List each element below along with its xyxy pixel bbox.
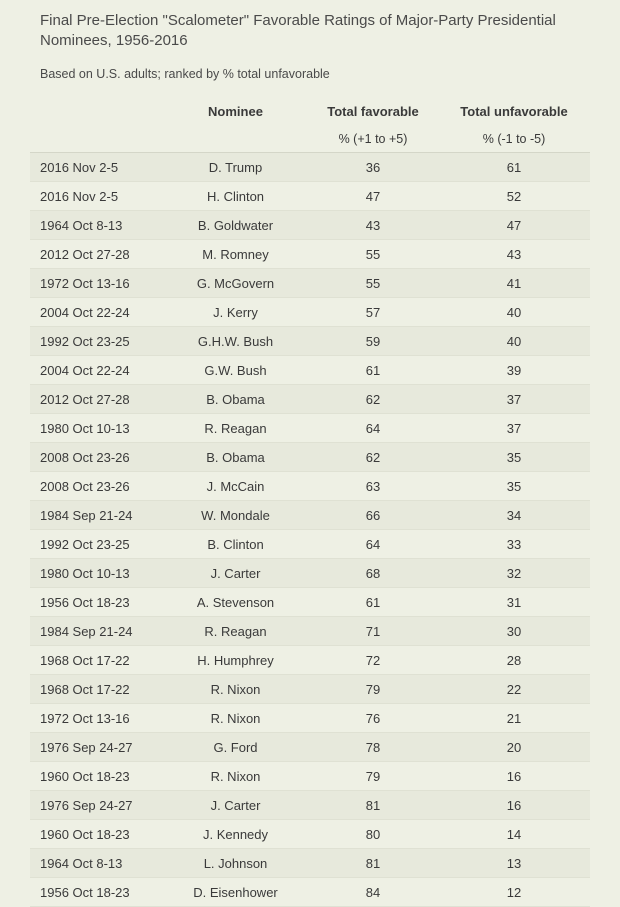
unfavorable-cell: 61 bbox=[438, 153, 590, 182]
table-row bbox=[30, 501, 590, 530]
table-row bbox=[30, 269, 590, 298]
unfavorable-cell: 14 bbox=[438, 820, 590, 849]
table-row bbox=[30, 443, 590, 472]
favorable-cell: 55 bbox=[308, 240, 438, 269]
favorable-cell: 43 bbox=[308, 211, 438, 240]
date-cell: 1976 Sep 24-27 bbox=[30, 791, 163, 820]
favorable-cell: 61 bbox=[308, 356, 438, 385]
unfavorable-cell: 22 bbox=[438, 675, 590, 704]
table-row bbox=[30, 356, 590, 385]
table-row bbox=[30, 327, 590, 356]
date-cell: 2016 Nov 2-5 bbox=[30, 153, 163, 182]
table-row bbox=[30, 530, 590, 559]
date-cell: 1960 Oct 18-23 bbox=[30, 762, 163, 791]
favorable-cell: 55 bbox=[308, 269, 438, 298]
subheader-date bbox=[30, 125, 163, 153]
favorable-cell: 47 bbox=[308, 182, 438, 211]
table-row bbox=[30, 791, 590, 820]
nominee-cell: R. Nixon bbox=[163, 704, 308, 733]
table-row bbox=[30, 182, 590, 211]
nominee-cell: B. Obama bbox=[163, 443, 308, 472]
subheader-unfavorable: % (-1 to -5) bbox=[438, 125, 590, 153]
header-unfavorable: Total unfavorable bbox=[460, 104, 568, 119]
date-cell: 1964 Oct 8-13 bbox=[30, 211, 163, 240]
unfavorable-cell: 35 bbox=[438, 443, 590, 472]
nominee-cell: M. Romney bbox=[163, 240, 308, 269]
table-row bbox=[30, 849, 590, 878]
date-cell: 1992 Oct 23-25 bbox=[30, 327, 163, 356]
nominee-cell: H. Clinton bbox=[163, 182, 308, 211]
table-body bbox=[30, 153, 590, 907]
date-cell: 2008 Oct 23-26 bbox=[30, 443, 163, 472]
table-row bbox=[30, 675, 590, 704]
nominee-cell: A. Stevenson bbox=[163, 588, 308, 617]
table-row bbox=[30, 414, 590, 443]
unfavorable-cell: 41 bbox=[438, 269, 590, 298]
header-nominee: Nominee bbox=[208, 104, 263, 119]
unfavorable-cell: 47 bbox=[438, 211, 590, 240]
nominee-cell: G.H.W. Bush bbox=[163, 327, 308, 356]
subheader-row bbox=[30, 125, 590, 153]
unfavorable-cell: 28 bbox=[438, 646, 590, 675]
table-row bbox=[30, 646, 590, 675]
favorable-cell: 36 bbox=[308, 153, 438, 182]
table-row bbox=[30, 153, 590, 182]
nominee-cell: B. Clinton bbox=[163, 530, 308, 559]
favorable-cell: 80 bbox=[308, 820, 438, 849]
unfavorable-cell: 40 bbox=[438, 327, 590, 356]
date-cell: 1992 Oct 23-25 bbox=[30, 530, 163, 559]
nominee-cell: G.W. Bush bbox=[163, 356, 308, 385]
date-cell: 1972 Oct 13-16 bbox=[30, 704, 163, 733]
nominee-cell: J. McCain bbox=[163, 472, 308, 501]
favorable-cell: 79 bbox=[308, 675, 438, 704]
nominee-cell: H. Humphrey bbox=[163, 646, 308, 675]
unfavorable-cell: 34 bbox=[438, 501, 590, 530]
favorable-cell: 59 bbox=[308, 327, 438, 356]
date-cell: 1984 Sep 21-24 bbox=[30, 501, 163, 530]
nominee-cell: R. Nixon bbox=[163, 762, 308, 791]
nominee-cell: J. Carter bbox=[163, 559, 308, 588]
date-cell: 1960 Oct 18-23 bbox=[30, 820, 163, 849]
table-row bbox=[30, 617, 590, 646]
table-row bbox=[30, 762, 590, 791]
unfavorable-cell: 33 bbox=[438, 530, 590, 559]
table-row bbox=[30, 559, 590, 588]
subheader-nominee bbox=[163, 125, 308, 153]
unfavorable-cell: 43 bbox=[438, 240, 590, 269]
date-cell: 1980 Oct 10-13 bbox=[30, 559, 163, 588]
nominee-cell: J. Carter bbox=[163, 791, 308, 820]
favorable-cell: 84 bbox=[308, 878, 438, 907]
nominee-cell: G. Ford bbox=[163, 733, 308, 762]
favorable-cell: 63 bbox=[308, 472, 438, 501]
unfavorable-cell: 21 bbox=[438, 704, 590, 733]
favorable-cell: 64 bbox=[308, 414, 438, 443]
favorable-cell: 64 bbox=[308, 530, 438, 559]
table-row bbox=[30, 240, 590, 269]
date-cell: 2004 Oct 22-24 bbox=[30, 298, 163, 327]
favorable-cell: 62 bbox=[308, 385, 438, 414]
date-cell: 2012 Oct 27-28 bbox=[30, 385, 163, 414]
unfavorable-cell: 52 bbox=[438, 182, 590, 211]
nominee-cell: L. Johnson bbox=[163, 849, 308, 878]
subheader-favorable: % (+1 to +5) bbox=[308, 125, 438, 153]
nominee-cell: B. Goldwater bbox=[163, 211, 308, 240]
unfavorable-cell: 12 bbox=[438, 878, 590, 907]
unfavorable-cell: 16 bbox=[438, 791, 590, 820]
unfavorable-cell: 20 bbox=[438, 733, 590, 762]
favorable-cell: 72 bbox=[308, 646, 438, 675]
date-cell: 1984 Sep 21-24 bbox=[30, 617, 163, 646]
nominee-cell: R. Reagan bbox=[163, 617, 308, 646]
favorable-cell: 57 bbox=[308, 298, 438, 327]
table-row bbox=[30, 704, 590, 733]
nominee-cell: R. Reagan bbox=[163, 414, 308, 443]
nominee-cell: W. Mondale bbox=[163, 501, 308, 530]
nominee-cell: D. Trump bbox=[163, 153, 308, 182]
ratings-table bbox=[30, 98, 590, 907]
date-cell: 1980 Oct 10-13 bbox=[30, 414, 163, 443]
table-row bbox=[30, 820, 590, 849]
favorable-cell: 78 bbox=[308, 733, 438, 762]
header-row bbox=[30, 98, 590, 125]
nominee-cell: G. McGovern bbox=[163, 269, 308, 298]
date-cell: 1968 Oct 17-22 bbox=[30, 646, 163, 675]
chart-title: Final Pre-Election "Scalometer" Favorable Ratings of Major-Party Presidential Nominees, 1956-2016 bbox=[40, 12, 556, 49]
date-cell: 1972 Oct 13-16 bbox=[30, 269, 163, 298]
date-cell: 2004 Oct 22-24 bbox=[30, 356, 163, 385]
favorable-cell: 66 bbox=[308, 501, 438, 530]
table-row bbox=[30, 298, 590, 327]
nominee-cell: J. Kennedy bbox=[163, 820, 308, 849]
unfavorable-cell: 39 bbox=[438, 356, 590, 385]
table-row bbox=[30, 472, 590, 501]
unfavorable-cell: 31 bbox=[438, 588, 590, 617]
favorable-cell: 62 bbox=[308, 443, 438, 472]
chart-subtitle: Based on U.S. adults; ranked by % total unfavorable bbox=[40, 67, 330, 81]
table-row bbox=[30, 878, 590, 907]
nominee-cell: J. Kerry bbox=[163, 298, 308, 327]
date-cell: 1976 Sep 24-27 bbox=[30, 733, 163, 762]
favorable-cell: 71 bbox=[308, 617, 438, 646]
nominee-cell: R. Nixon bbox=[163, 675, 308, 704]
favorable-cell: 61 bbox=[308, 588, 438, 617]
favorable-cell: 68 bbox=[308, 559, 438, 588]
date-cell: 2008 Oct 23-26 bbox=[30, 472, 163, 501]
table-row bbox=[30, 733, 590, 762]
unfavorable-cell: 16 bbox=[438, 762, 590, 791]
date-cell: 1968 Oct 17-22 bbox=[30, 675, 163, 704]
table-row bbox=[30, 588, 590, 617]
unfavorable-cell: 37 bbox=[438, 385, 590, 414]
date-cell: 2016 Nov 2-5 bbox=[30, 182, 163, 211]
favorable-cell: 79 bbox=[308, 762, 438, 791]
unfavorable-cell: 13 bbox=[438, 849, 590, 878]
nominee-cell: B. Obama bbox=[163, 385, 308, 414]
date-cell: 1964 Oct 8-13 bbox=[30, 849, 163, 878]
unfavorable-cell: 30 bbox=[438, 617, 590, 646]
unfavorable-cell: 32 bbox=[438, 559, 590, 588]
unfavorable-cell: 40 bbox=[438, 298, 590, 327]
table-row bbox=[30, 385, 590, 414]
header-favorable: Total favorable bbox=[327, 104, 419, 119]
nominee-cell: D. Eisenhower bbox=[163, 878, 308, 907]
unfavorable-cell: 37 bbox=[438, 414, 590, 443]
favorable-cell: 81 bbox=[308, 791, 438, 820]
date-cell: 1956 Oct 18-23 bbox=[30, 588, 163, 617]
unfavorable-cell: 35 bbox=[438, 472, 590, 501]
favorable-cell: 81 bbox=[308, 849, 438, 878]
table-row bbox=[30, 211, 590, 240]
header-date bbox=[30, 98, 163, 125]
favorable-cell: 76 bbox=[308, 704, 438, 733]
date-cell: 2012 Oct 27-28 bbox=[30, 240, 163, 269]
date-cell: 1956 Oct 18-23 bbox=[30, 878, 163, 907]
